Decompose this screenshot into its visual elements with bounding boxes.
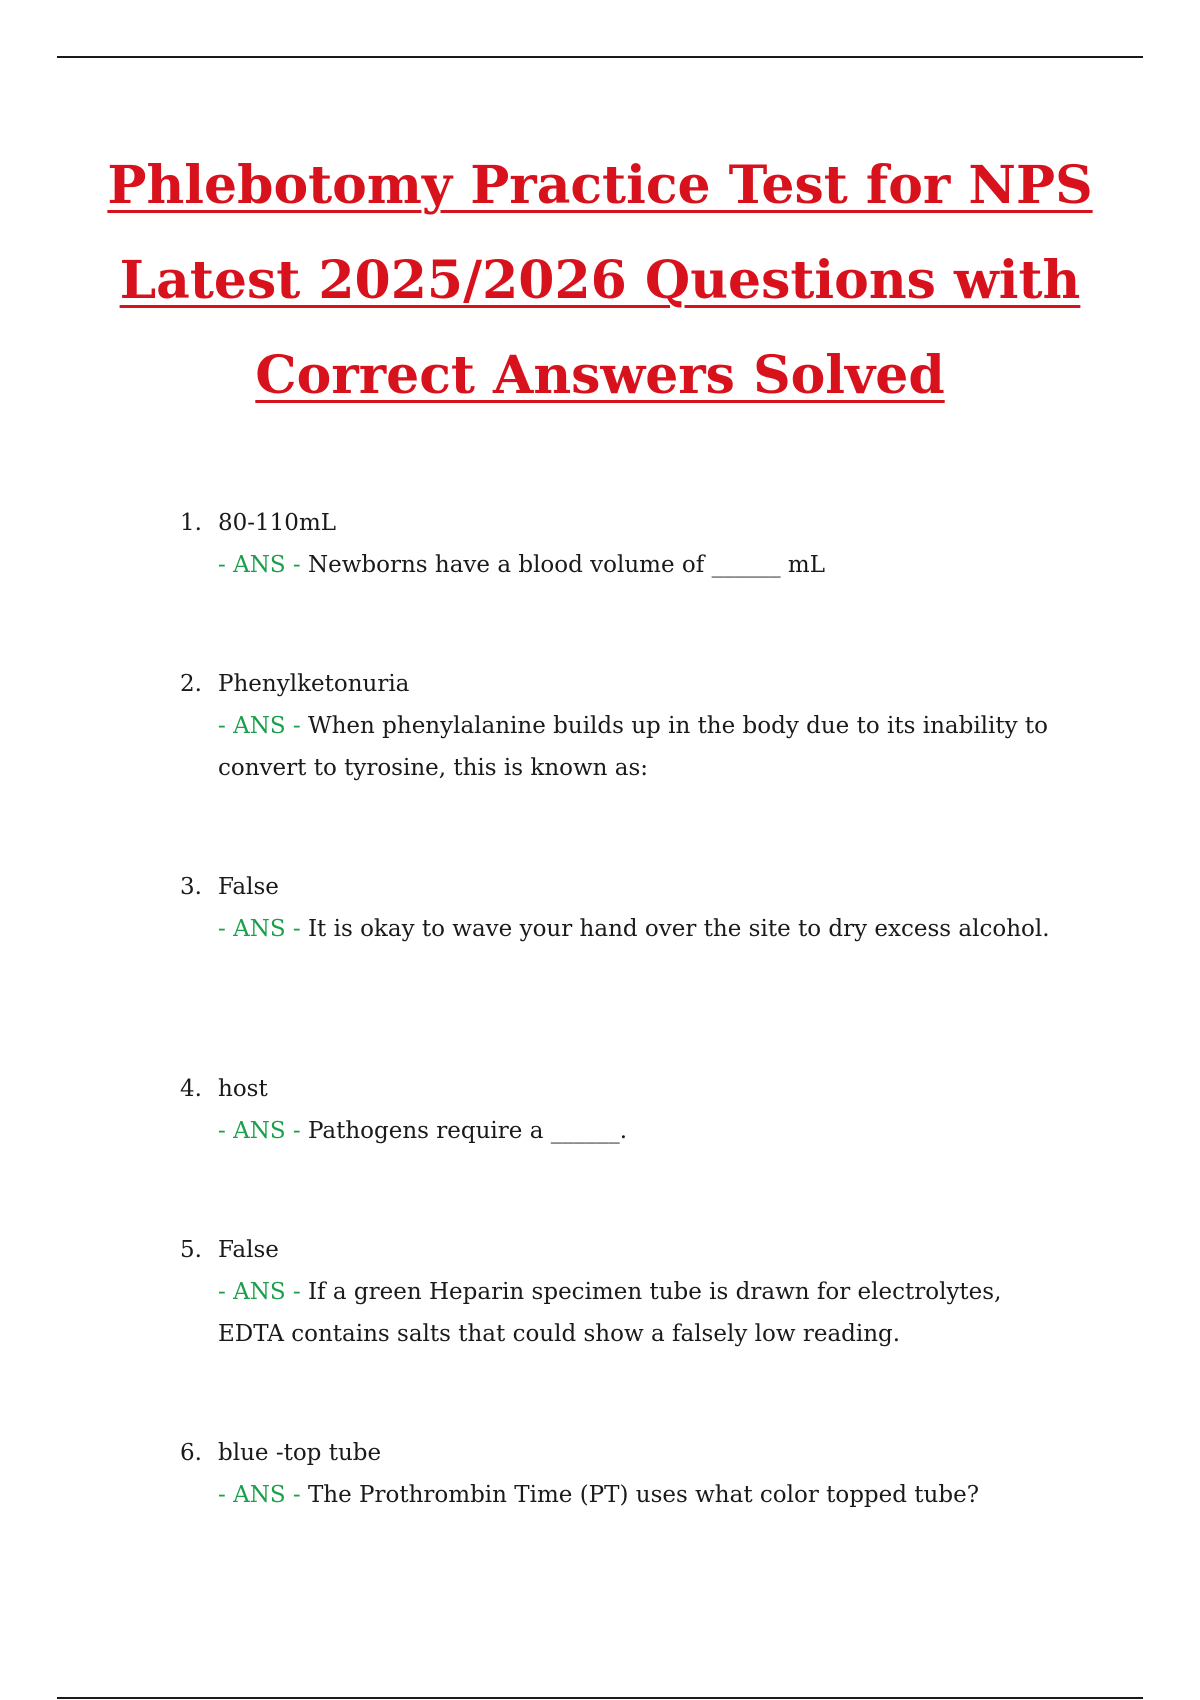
title-line-1: Phlebotomy Practice Test for NPS [107, 155, 1093, 216]
item-question [218, 705, 1060, 789]
question-text: Pathogens require a ______. [307, 1118, 628, 1144]
item-question [218, 1474, 1060, 1516]
title-line-2: Latest 2025/2026 Questions with [119, 250, 1081, 311]
item-answer: 80-110mL [218, 510, 337, 536]
item-answer: False [218, 874, 279, 900]
ans-label: - ANS - [218, 916, 301, 942]
ans-label: - ANS - [218, 552, 301, 578]
qa-item [180, 502, 1060, 586]
question-text: The Prothrombin Time (PT) uses what color topped tube? [307, 1482, 980, 1508]
item-question [218, 1110, 1060, 1152]
item-answer: host [218, 1076, 268, 1102]
item-answer: False [218, 1237, 279, 1263]
question-text: When phenylalanine builds up in the body due to its inability to convert to tyrosine, this is known as: [218, 713, 1049, 781]
qa-item [180, 1068, 1060, 1152]
question-text: If a green Heparin specimen tube is drawn for electrolytes, EDTA contains salts that could show a falsely low reading. [218, 1279, 1002, 1347]
ans-label: - ANS - [218, 1482, 301, 1508]
question-text: It is okay to wave your hand over the site to dry excess alcohol. [307, 916, 1050, 942]
ans-label: - ANS - [218, 1118, 301, 1144]
bottom-rule [57, 1697, 1143, 1699]
item-number: 2. [180, 671, 202, 697]
item-answer: Phenylketonuria [218, 671, 410, 697]
item-number: 5. [180, 1237, 202, 1263]
title-line-3: Correct Answers Solved [255, 345, 945, 406]
question-text: Newborns have a blood volume of ______ mL [307, 552, 825, 578]
qa-item [180, 866, 1060, 950]
item-number: 4. [180, 1076, 202, 1102]
qa-item [180, 1229, 1060, 1355]
item-question [218, 1271, 1060, 1355]
item-question [218, 908, 1060, 950]
item-number: 6. [180, 1440, 202, 1466]
ans-label: - ANS - [218, 713, 301, 739]
qa-item [180, 663, 1060, 789]
ans-label: - ANS - [218, 1279, 301, 1305]
item-question [218, 544, 1060, 586]
qa-item [180, 1432, 1060, 1516]
item-number: 1. [180, 510, 202, 536]
item-answer: blue -top tube [218, 1440, 382, 1466]
item-number: 3. [180, 874, 202, 900]
